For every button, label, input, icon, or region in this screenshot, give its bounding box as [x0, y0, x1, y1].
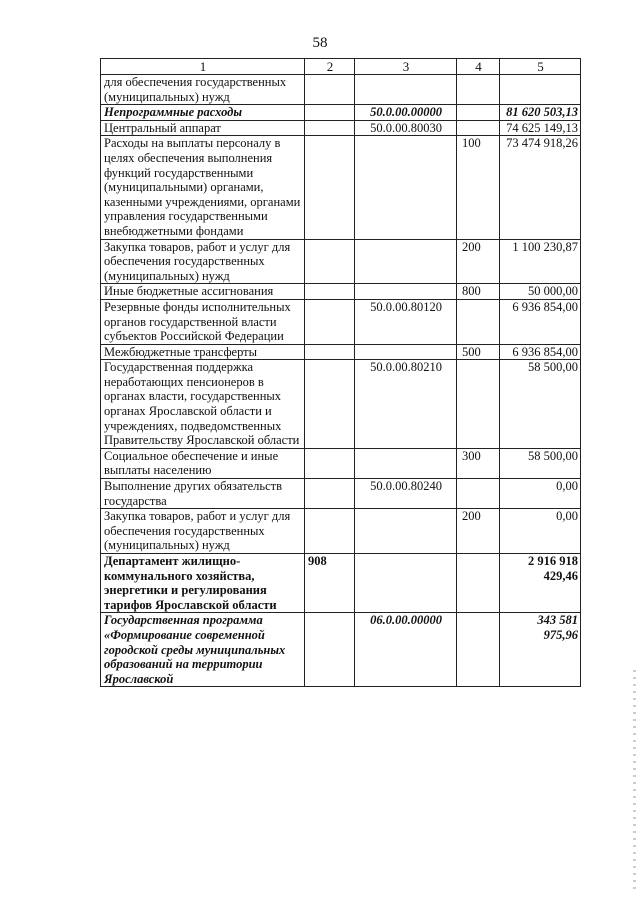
- row-dept-cell: [305, 299, 355, 344]
- row-dept-cell: [305, 479, 355, 509]
- row-name-cell: Департамент жилищно-коммунального хозяйства, энергетики и регулирования тарифов Ярославской области: [101, 554, 305, 613]
- row-amount-cell: 2 916 918 429,46: [500, 554, 581, 613]
- row-amount-cell: [500, 75, 581, 105]
- row-name-cell: Межбюджетные трансферты: [101, 344, 305, 360]
- table-row: [101, 120, 581, 136]
- header-col-3: 3: [355, 59, 457, 75]
- row-name-cell: для обеспечения государственных (муниципальных) нужд: [101, 75, 305, 105]
- table-row: [101, 136, 581, 239]
- row-amount-cell: 73 474 918,26: [500, 136, 581, 239]
- row-dept-cell: [305, 75, 355, 105]
- row-csr-cell: 50.0.00.80120: [355, 299, 457, 344]
- row-name-cell: Иные бюджетные ассигнования: [101, 284, 305, 300]
- table-row: [101, 284, 581, 300]
- row-dept-cell: [305, 239, 355, 284]
- header-col-1: 1: [101, 59, 305, 75]
- scan-edge-mark: [633, 670, 636, 890]
- row-csr-cell: [355, 448, 457, 478]
- row-amount-cell: 50 000,00: [500, 284, 581, 300]
- budget-table: [100, 58, 581, 687]
- header-col-5: 5: [500, 59, 581, 75]
- table-row: [101, 448, 581, 478]
- row-amount-cell: 6 936 854,00: [500, 299, 581, 344]
- row-amount-cell: 1 100 230,87: [500, 239, 581, 284]
- row-vr-cell: 100: [457, 136, 500, 239]
- row-csr-cell: [355, 284, 457, 300]
- row-vr-cell: 800: [457, 284, 500, 300]
- row-vr-cell: 300: [457, 448, 500, 478]
- table-row: [101, 479, 581, 509]
- row-dept-cell: [305, 120, 355, 136]
- row-csr-cell: [355, 554, 457, 613]
- table-header-row: [101, 59, 581, 75]
- row-vr-cell: [457, 299, 500, 344]
- table-body: [101, 75, 581, 687]
- table-row: [101, 299, 581, 344]
- table-row: [101, 509, 581, 554]
- row-csr-cell: 50.0.00.80210: [355, 360, 457, 449]
- row-vr-cell: [457, 75, 500, 105]
- row-name-cell: Непрограммные расходы: [101, 105, 305, 121]
- page-number: 58: [312, 35, 328, 51]
- row-csr-cell: 50.0.00.80240: [355, 479, 457, 509]
- table-row: [101, 105, 581, 121]
- row-vr-cell: [457, 120, 500, 136]
- row-name-cell: Закупка товаров, работ и услуг для обеспечения государственных (муниципальных) нужд: [101, 509, 305, 554]
- header-col-4: 4: [457, 59, 500, 75]
- row-dept-cell: 908: [305, 554, 355, 613]
- row-amount-cell: 0,00: [500, 509, 581, 554]
- row-name-cell: Государственная программа «Формирование современной городской среды муниципальных образований на территории Ярославской: [101, 613, 305, 687]
- table-row: [101, 239, 581, 284]
- row-name-cell: Центральный аппарат: [101, 120, 305, 136]
- row-name-cell: Выполнение других обязательств государства: [101, 479, 305, 509]
- row-vr-cell: [457, 479, 500, 509]
- row-vr-cell: [457, 554, 500, 613]
- row-dept-cell: [305, 448, 355, 478]
- row-csr-cell: [355, 509, 457, 554]
- row-csr-cell: 50.0.00.80030: [355, 120, 457, 136]
- row-vr-cell: 200: [457, 509, 500, 554]
- table-row: [101, 75, 581, 105]
- row-name-cell: Закупка товаров, работ и услуг для обеспечения государственных (муниципальных) нужд: [101, 239, 305, 284]
- row-dept-cell: [305, 613, 355, 687]
- row-dept-cell: [305, 360, 355, 449]
- row-name-cell: Резервные фонды исполнительных органов государственной власти субъектов Российской Федерации: [101, 299, 305, 344]
- row-dept-cell: [305, 509, 355, 554]
- row-vr-cell: 500: [457, 344, 500, 360]
- row-amount-cell: 343 581 975,96: [500, 613, 581, 687]
- row-dept-cell: [305, 284, 355, 300]
- row-vr-cell: 200: [457, 239, 500, 284]
- row-name-cell: Государственная поддержка неработающих пенсионеров в органах власти, государственных органах Ярославской области и учреждениях, подведомственных Правительству Ярославской области: [101, 360, 305, 449]
- row-amount-cell: 6 936 854,00: [500, 344, 581, 360]
- row-amount-cell: 0,00: [500, 479, 581, 509]
- row-vr-cell: [457, 360, 500, 449]
- row-amount-cell: 58 500,00: [500, 360, 581, 449]
- row-csr-cell: [355, 136, 457, 239]
- table-row: [101, 613, 581, 687]
- row-dept-cell: [305, 105, 355, 121]
- row-amount-cell: 58 500,00: [500, 448, 581, 478]
- row-vr-cell: [457, 105, 500, 121]
- row-csr-cell: [355, 75, 457, 105]
- row-csr-cell: [355, 344, 457, 360]
- table-row: [101, 554, 581, 613]
- row-dept-cell: [305, 136, 355, 239]
- row-name-cell: Расходы на выплаты персоналу в целях обеспечения выполнения функций государственными (муниципальными) органами, казенными учреждениями, органами управления государственными внебюджетными фондами: [101, 136, 305, 239]
- row-csr-cell: [355, 239, 457, 284]
- table-row: [101, 344, 581, 360]
- header-col-2: 2: [305, 59, 355, 75]
- row-name-cell: Социальное обеспечение и иные выплаты населению: [101, 448, 305, 478]
- row-csr-cell: 50.0.00.00000: [355, 105, 457, 121]
- row-vr-cell: [457, 613, 500, 687]
- row-amount-cell: 74 625 149,13: [500, 120, 581, 136]
- row-amount-cell: 81 620 503,13: [500, 105, 581, 121]
- row-dept-cell: [305, 344, 355, 360]
- table-row: [101, 360, 581, 449]
- row-csr-cell: 06.0.00.00000: [355, 613, 457, 687]
